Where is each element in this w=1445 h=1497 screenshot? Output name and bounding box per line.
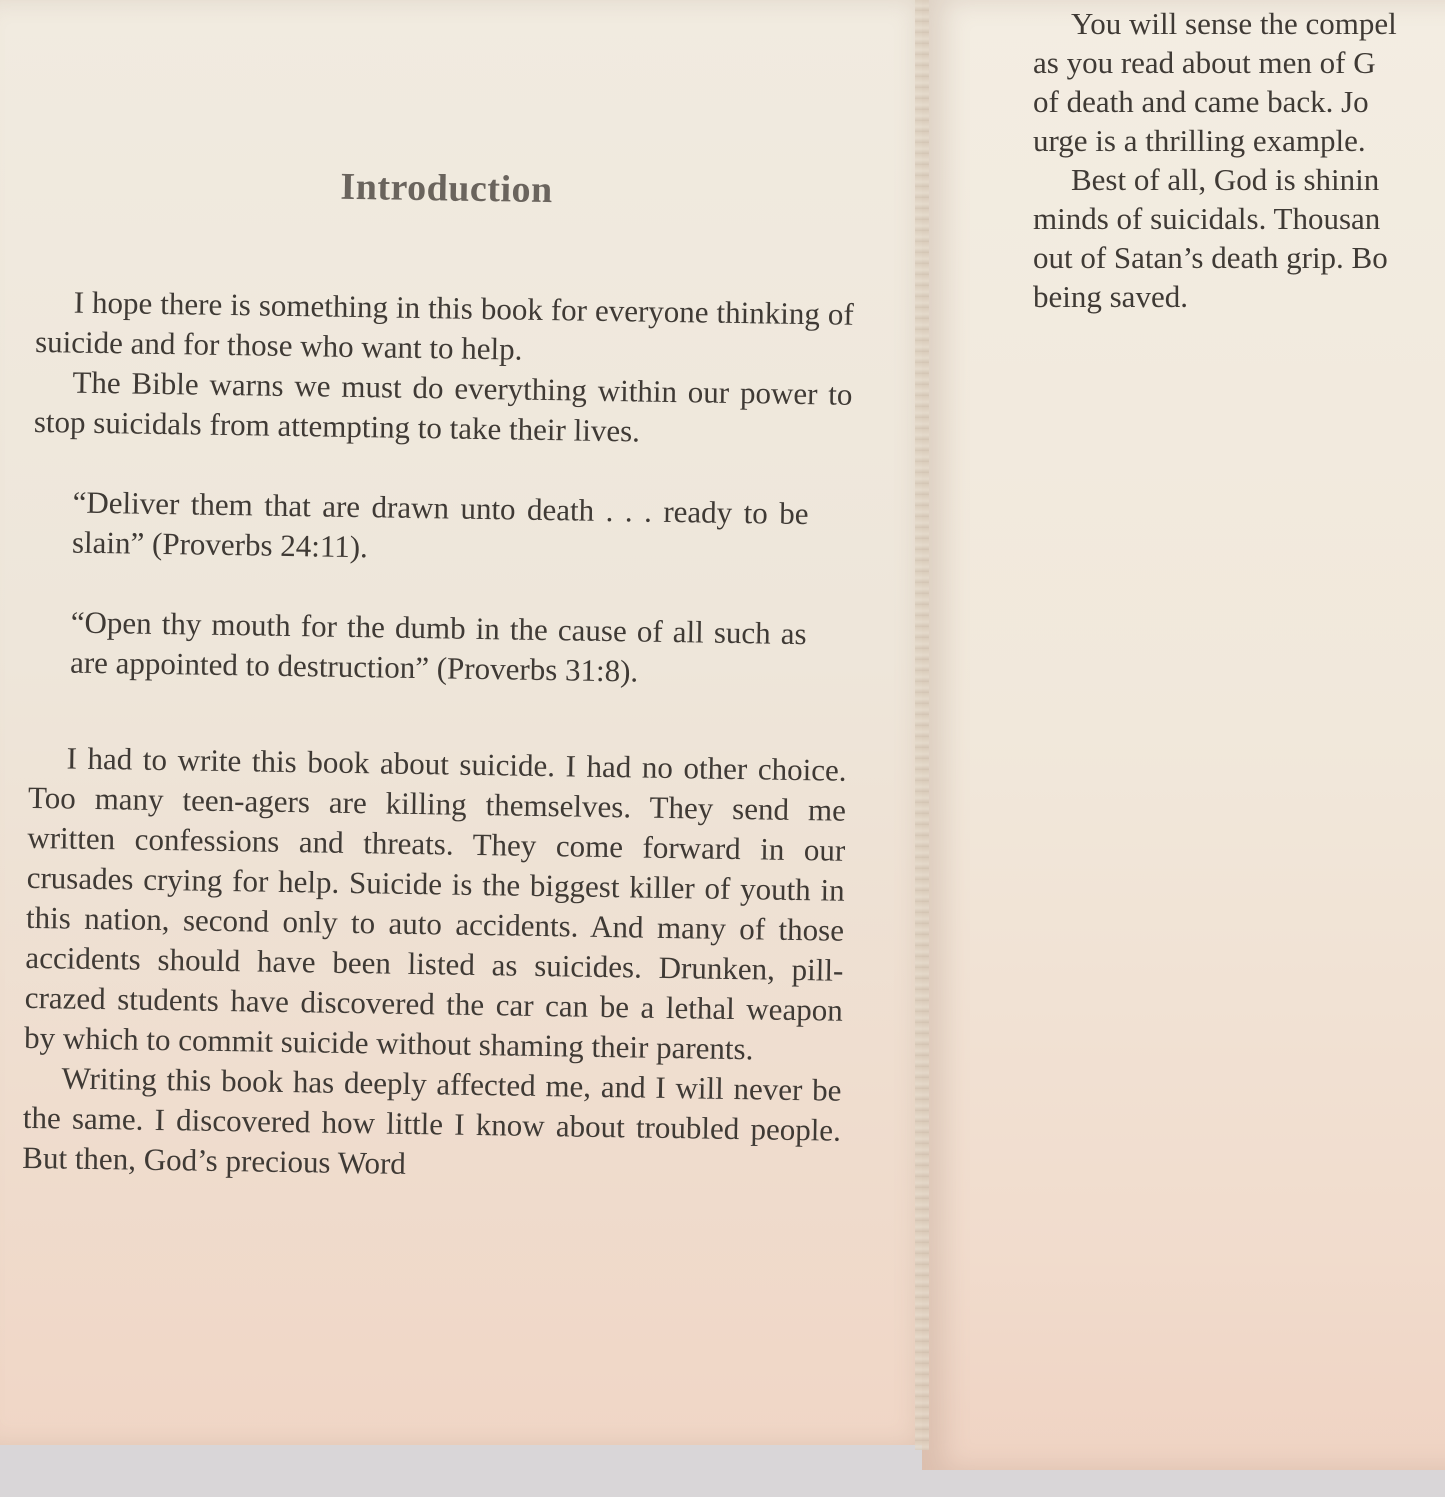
text-line: of death and came back. Jo: [1033, 84, 1369, 119]
paragraph: I hope there is something in this book for everyone thinking of suicide and for those who want to help.: [34, 284, 854, 367]
text-line: Best of all, God is shinin: [1071, 162, 1380, 197]
right-page-text: [1033, 4, 1445, 316]
paragraph: I had to write this book about suicide. I had no other choice. Too many teen-agers are killing themselves. They send me written confessions and threats. They come forward in our crusades crying for help. Suicide is the biggest killer of youth in this nation, second only to auto accidents. And many of those accidents should have been listed as suicides. Drunken, pill-crazed students have discovered the car can be a lethal weapon by which to commit suicide without shaming their parents.: [23, 740, 847, 1067]
paragraph: The Bible warns we must do everything within our power to stop suicidals from attempting to take their lives.: [33, 364, 853, 449]
paragraph: Writing this book has deeply affected me, and I will never be the same. I discovered how little I know about troubled people. But then, God’s precious Word: [22, 1060, 842, 1181]
text-line: being saved.: [1033, 279, 1188, 314]
text-line: out of Satan’s death grip. Bo: [1033, 240, 1388, 275]
scripture-quote: “Deliver them that are drawn unto death . . . ready to be slain” (Proverbs 24:11).: [71, 484, 809, 565]
left-page-text: [22, 160, 856, 1191]
text-line: as you read about men of G: [1033, 45, 1376, 80]
text-line: urge is a thrilling example.: [1033, 123, 1366, 158]
scripture-quote: “Open thy mouth for the dumb in the cause of all such as are appointed to destruction” (Proverbs 31:8).: [69, 604, 807, 689]
text-line: You will sense the compel: [1071, 6, 1397, 41]
text-line: minds of suicidals. Thousan: [1033, 201, 1381, 236]
page-gutter: [915, 0, 929, 1450]
chapter-heading: Introduction: [340, 165, 554, 212]
